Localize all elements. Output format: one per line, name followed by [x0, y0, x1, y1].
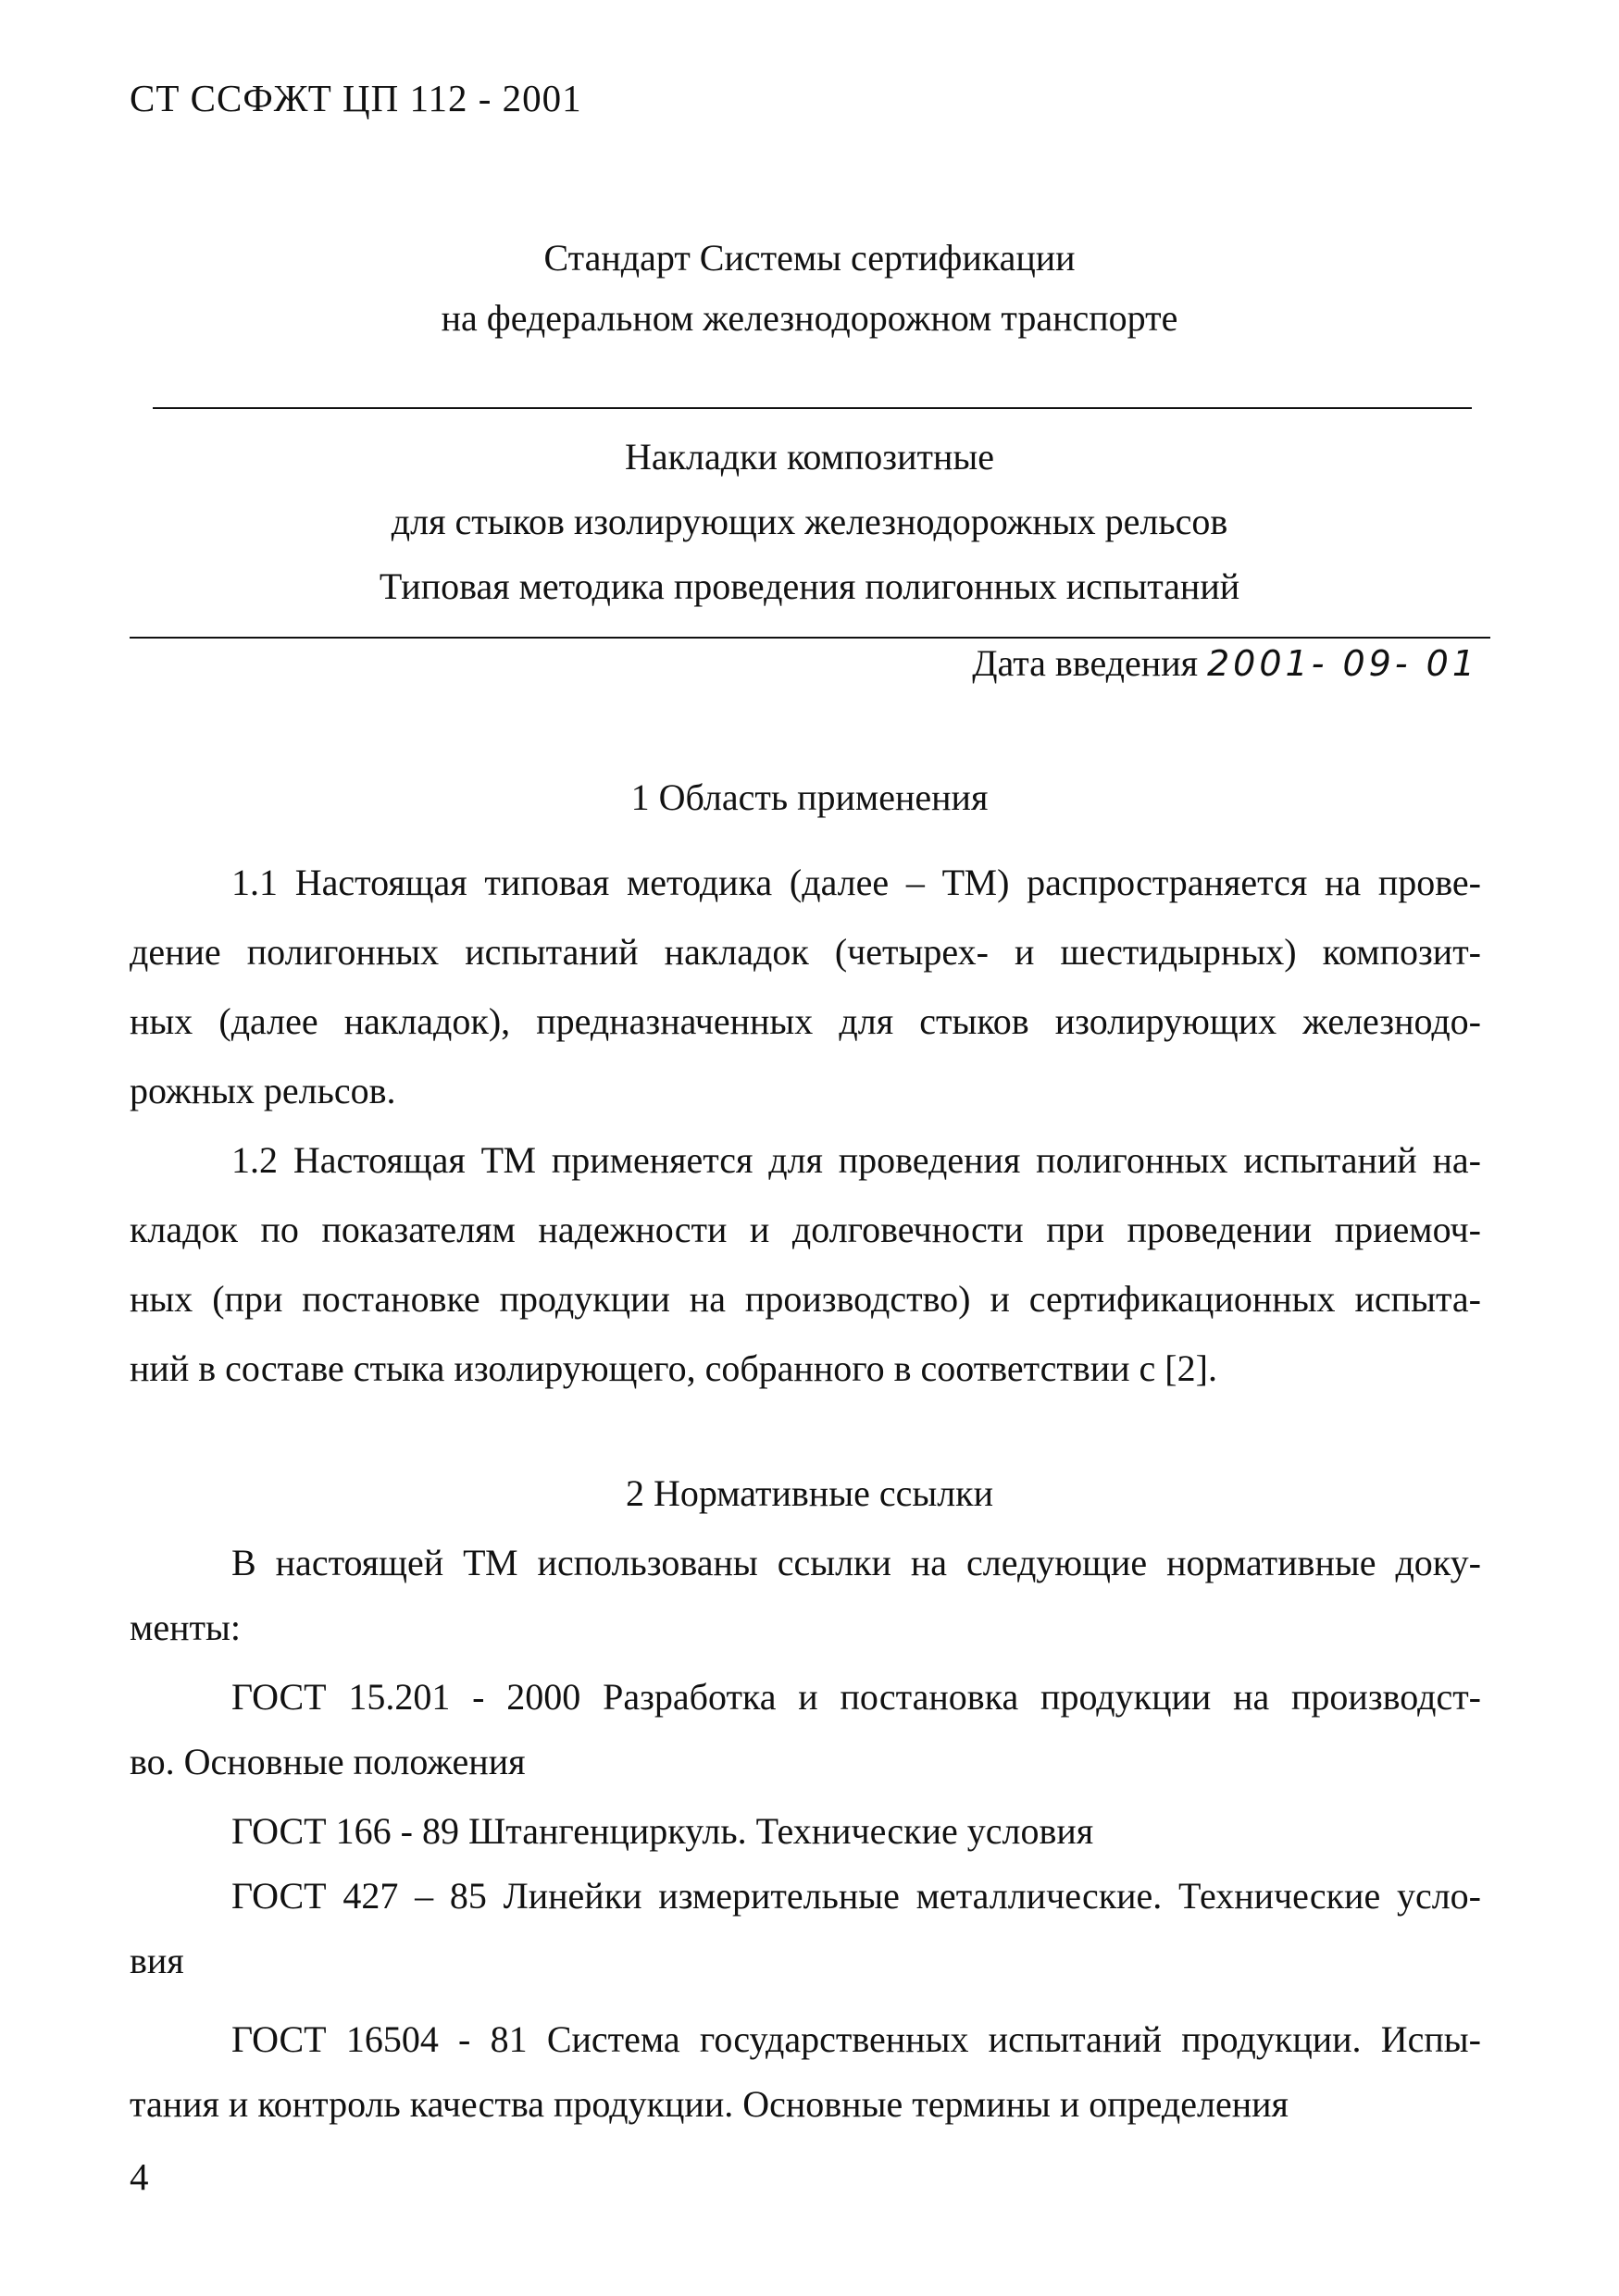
s2-intro-line-1: В настоящей ТМ использованы ссылки на следующие нормативные доку-: [231, 1542, 1481, 1583]
s1-p2-line-4: ний в составе стыка изолирующего, собранного в соответствии с [2].: [130, 1347, 1217, 1389]
intro-date-label: Дата введения: [972, 642, 1198, 684]
bottom-rule: [130, 637, 1490, 639]
top-rule: [153, 407, 1472, 409]
s1-p1-line-3: ных (далее накладок), предназначенных для стыков изолирующих железнодо-: [130, 1000, 1481, 1042]
title-line-1: Накладки композитные: [624, 436, 995, 478]
ref-3-line-1: ГОСТ 427 – 85 Линейки измерительные металлические. Технические усло-: [231, 1875, 1481, 1917]
ref-1-line-2: во. Основные положения: [130, 1741, 526, 1782]
s1-p1-line-4: рожных рельсов.: [130, 1070, 396, 1111]
ref-2-line-1: ГОСТ 166 - 89 Штангенциркуль. Технические условия: [231, 1810, 1094, 1852]
title-line-3: Типовая методика проведения полигонных испытаний: [379, 565, 1240, 607]
s1-p2-line-1: 1.2 Настоящая ТМ применяется для проведения полигонных испытаний на-: [231, 1139, 1481, 1181]
s1-p2-line-2: кладок по показателям надежности и долговечности при проведении приемоч-: [130, 1209, 1481, 1250]
s1-p2-line-3: ных (при постановке продукции на производство) и сертификационных испыта-: [130, 1278, 1481, 1320]
standard-line-1: Стандарт Системы сертификации: [543, 237, 1076, 279]
s1-p1-line-1: 1.1 Настоящая типовая методика (далее – ТМ) распространяется на прове-: [231, 862, 1481, 903]
s1-p1-line-2: дение полигонных испытаний накладок (четырех- и шестидырных) композит-: [130, 931, 1481, 973]
title-line-2: для стыков изолирующих железнодорожных рельсов: [391, 501, 1228, 542]
intro-date: [972, 641, 1478, 685]
page-number: 4: [130, 2155, 149, 2198]
section-2-heading: 2 Нормативные ссылки: [625, 1472, 994, 1514]
ref-4-line-2: тания и контроль качества продукции. Основные термины и определения: [130, 2083, 1289, 2125]
s2-intro-line-2: менты:: [130, 1607, 241, 1648]
ref-1-line-1: ГОСТ 15.201 - 2000 Разработка и постановка продукции на производст-: [231, 1676, 1481, 1718]
document-code: СТ ССФЖТ ЦП 112 - 2001: [130, 77, 582, 119]
ref-3-line-2: вия: [130, 1940, 184, 1981]
section-1-heading: 1 Область применения: [630, 776, 989, 818]
ref-4-line-1: ГОСТ 16504 - 81 Система государственных испытаний продукции. Испы-: [231, 2018, 1481, 2060]
standard-line-2: на федеральном железнодорожном транспорте: [441, 297, 1178, 339]
intro-date-value: 2001- 09- 01: [1207, 643, 1478, 684]
